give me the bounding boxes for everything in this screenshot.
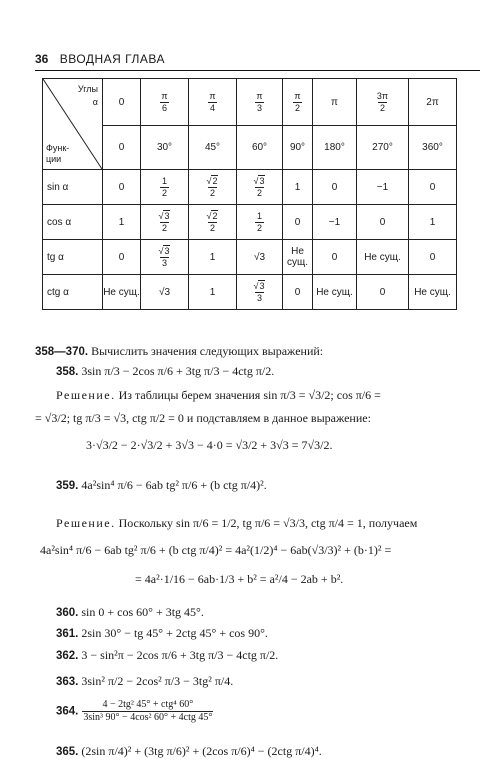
value-cell: Не сущ. [103, 275, 141, 310]
solution-text: 4a²sin⁴ π/6 − 6ab tg² π/6 + (b ctg π/4)² = 4a²(1/2)⁴ − 6ab(√3/3)² + (b·1)² = [40, 543, 392, 557]
problem-expression: 2sin 30° − tg 45° + 2ctg 45° + cos 90°. [81, 626, 268, 640]
problem-364-fraction [82, 700, 213, 723]
value-cell: Не сущ. [357, 240, 409, 275]
corner-alpha: α [92, 96, 98, 107]
problem-expression: (2sin π/4)² + (3tg π/6)² + (2cos π/6)⁴ − (2ctg π/4)⁴. [81, 744, 322, 758]
problem-expression: 3sin π/3 − 2cos π/6 + 3tg π/3 − 4ctg π/2. [81, 364, 275, 378]
value-cell: −1 [313, 205, 357, 240]
table-row-sin [43, 170, 457, 205]
value-cell: √3 [237, 240, 283, 275]
problem-number: 359. [56, 480, 79, 492]
angle-deg-cell: 45° [189, 126, 237, 170]
value-cell: 0 [283, 205, 313, 240]
table-row-cos [43, 205, 457, 240]
value-cell: 1 [283, 170, 313, 205]
angle-deg-cell: 60° [237, 126, 283, 170]
solution-text: Поскольку sin π/6 = 1/2, tg π/6 = √3/3, ctg π/4 = 1, получаем [118, 516, 418, 530]
solution-358-line-2 [35, 411, 371, 426]
fraction-denominator: 3sin³ 90° − 4cos² 60° + 4ctg 45° [83, 712, 213, 723]
value-cell: $\frac{√2}{2}$ [189, 170, 237, 205]
value-cell: 0 [103, 170, 141, 205]
angle-rad-cell: 0 [103, 79, 141, 126]
problem-number: 358. [56, 366, 79, 378]
row-label: tg α [43, 240, 103, 275]
angle-deg-cell: 30° [141, 126, 189, 170]
angle-rad-cell: $\frac{3\pi}{2}$ [357, 79, 409, 126]
problem-365 [56, 744, 322, 759]
value-cell: 1 [103, 205, 141, 240]
range-number: 358—370. [35, 346, 89, 358]
table-row-tg [43, 240, 457, 275]
problem-expression: 3sin² π/2 − 2cos² π/3 − 3tg² π/4. [81, 674, 234, 688]
problem-expression: 4a²sin⁴ π/6 − 6ab tg² π/6 + (b ctg π/4)². [81, 478, 267, 492]
table-corner-cell [43, 79, 103, 170]
value-cell: 0 [313, 240, 357, 275]
solution-text: 3·√3/2 − 2·√3/2 + 3√3 − 4·0 = √3/2 + 3√3 = 7√3/2. [86, 438, 333, 452]
angle-rad-cell: $\frac{\pi}{3}$ [237, 79, 283, 126]
solution-359-line-2 [40, 543, 391, 558]
value-cell: $\frac{√3}{2}$ [237, 170, 283, 205]
problem-number: 364. [56, 705, 79, 718]
value-cell: $\frac{√3}{3}$ [141, 240, 189, 275]
value-cell: $\frac{√3}{2}$ [141, 205, 189, 240]
problem-361 [56, 626, 268, 641]
page-header [35, 52, 480, 68]
problem-expression: sin 0 + cos 60° + 3tg 45°. [81, 605, 204, 619]
table-row-ctg [43, 275, 457, 310]
problem-number: 363. [56, 676, 79, 688]
solution-358-line-3 [86, 438, 332, 453]
corner-functions-word-1: Функ- [46, 143, 70, 154]
problem-number: 361. [56, 628, 79, 640]
solution-358-line-1 [56, 388, 381, 403]
value-cell: 1 [189, 275, 237, 310]
value-cell: 0 [409, 240, 457, 275]
header-rule [35, 70, 480, 71]
table-row-degrees [43, 126, 457, 170]
problem-expression: 3 − sin²π − 2cos π/6 + 3tg π/3 − 4ctg π/2. [81, 648, 279, 662]
solution-text: Из таблицы берем значения sin π/3 = √3/2; cos π/6 = [118, 388, 381, 402]
problem-359 [56, 478, 267, 493]
corner-functions-label [46, 143, 69, 165]
problem-358 [56, 364, 274, 379]
problem-number: 365. [56, 746, 79, 758]
value-cell: −1 [357, 170, 409, 205]
range-instruction: Вычислить значения следующих выражений: [91, 344, 324, 358]
value-cell: 1 [409, 205, 457, 240]
angle-deg-cell: 270° [357, 126, 409, 170]
value-cell: 0 [409, 170, 457, 205]
problem-number: 362. [56, 650, 79, 662]
row-label: ctg α [43, 275, 103, 310]
angle-rad-cell: $\frac{\pi}{6}$ [141, 79, 189, 126]
corner-angles-word: Углы [77, 84, 98, 94]
value-cell: $\frac{√3}{3}$ [237, 275, 283, 310]
fraction-numerator: 4 − 2tg² 45° + ctg⁴ 60° [102, 699, 194, 710]
solution-label: Решение. [56, 388, 116, 402]
problem-362 [56, 648, 278, 663]
corner-functions-word-2: ции [46, 154, 62, 165]
value-cell: 0 [357, 275, 409, 310]
value-cell: 0 [103, 240, 141, 275]
angle-deg-cell: 360° [409, 126, 457, 170]
row-label: sin α [43, 170, 103, 205]
problem-364 [56, 700, 214, 723]
value-cell: $\frac{1}{2}$ [141, 170, 189, 205]
value-cell: 1 [189, 240, 237, 275]
angle-deg-cell: 0 [103, 126, 141, 170]
value-cell: $\frac{1}{2}$ [237, 205, 283, 240]
angle-deg-cell: 180° [313, 126, 357, 170]
solution-359-line-1 [56, 516, 417, 531]
value-cell: 0 [313, 170, 357, 205]
solution-label: Решение. [56, 516, 116, 530]
trig-values-table [42, 78, 457, 310]
angle-rad-cell: $\frac{\pi}{2}$ [283, 79, 313, 126]
solution-359-line-3 [135, 572, 343, 587]
problem-number: 360. [56, 607, 79, 619]
value-cell: 0 [283, 275, 313, 310]
row-label: cos α [43, 205, 103, 240]
value-cell: $\frac{√2}{2}$ [189, 205, 237, 240]
page-number: 36 [35, 52, 49, 66]
value-cell: Не сущ. [283, 240, 313, 275]
corner-angles-label [78, 83, 98, 108]
solution-text: = 4a²·1/16 − 6ab·1/3 + b² = a²/4 − 2ab + b². [135, 572, 344, 586]
angle-rad-cell: $\frac{\pi}{4}$ [189, 79, 237, 126]
problems-range-heading [35, 344, 323, 359]
value-cell: Не сущ. [313, 275, 357, 310]
value-cell: 0 [357, 205, 409, 240]
table-row-radians [43, 79, 457, 126]
value-cell: √3 [141, 275, 189, 310]
chapter-title: ВВОДНАЯ ГЛАВА [59, 52, 165, 66]
angle-rad-cell: π [313, 79, 357, 126]
angle-deg-cell: 90° [283, 126, 313, 170]
angle-rad-cell: 2π [409, 79, 457, 126]
problem-360 [56, 605, 204, 620]
problem-363 [56, 674, 233, 689]
solution-text: = √3/2; tg π/3 = √3, ctg π/2 = 0 и подставляем в данное выражение: [35, 411, 371, 425]
value-cell: Не сущ. [409, 275, 457, 310]
